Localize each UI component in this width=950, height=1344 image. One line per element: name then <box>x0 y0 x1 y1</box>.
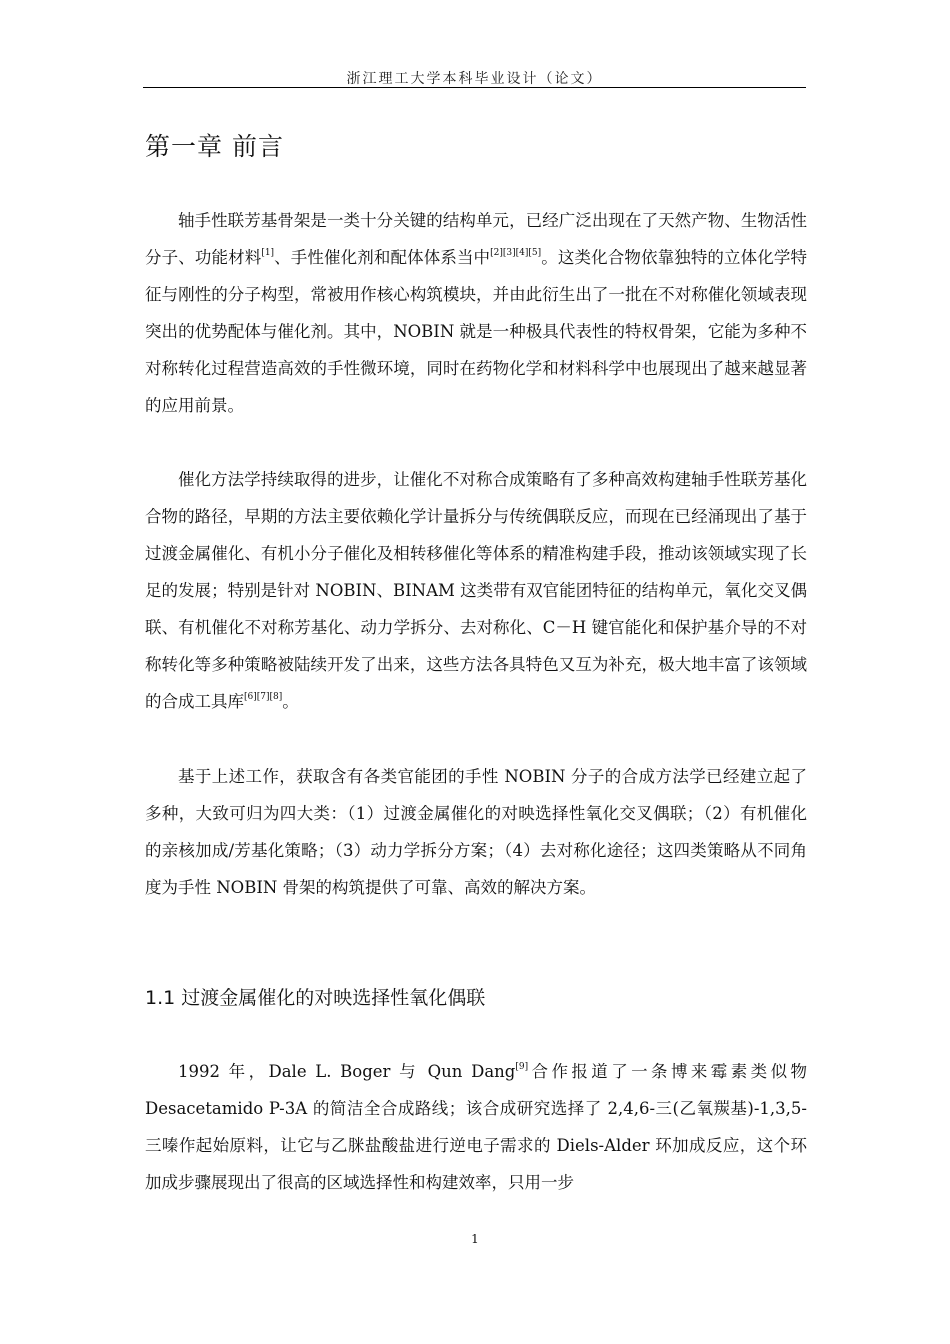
citation-ref[interactable]: [6][7][8] <box>244 692 283 702</box>
citation-ref[interactable]: [1] <box>261 248 275 258</box>
paragraph-text: 基于上述工作，获取含有各类官能团的手性 NOBIN 分子的合成方法学已经建立起了多种，大致可归为四大类：（1）过渡金属催化的对映选择性氧化交叉偶联；（2）有机催化的亲核加成/芳基化策略；（3）动力学拆分方案；（4）去对称化途径；这四类策略从不同角度为手性 NOBIN 骨架的构筑提供了可靠、高效的解决方案。 <box>145 767 807 897</box>
page-number: 1 <box>471 1232 479 1246</box>
paragraph-text: 。 <box>282 692 299 711</box>
running-header: 浙江理工大学本科毕业设计（论文） <box>346 71 603 87</box>
paragraph-text: 、手性催化剂和配体体系当中 <box>274 248 491 267</box>
paragraph-text: 1992 年，Dale L. Boger 与 Qun Dang <box>178 1062 516 1081</box>
paragraph-intro <box>145 202 807 424</box>
section-heading: 1.1 过渡金属催化的对映选择性氧化偶联 <box>145 987 486 1009</box>
paragraph-text: 合作报道了一条博来霉素类似物 Desacetamido P-3A 的简洁全合成路线；该合成研究选择了 2,4,6-三(乙氧羰基)-1,3,5-三嗪作起始原料，让它与乙脒盐酸盐进行逆电子需求的 Diels-Alder 环加成反应，这个环加成步骤展现出了很高的区域选择性和构建效率，只用一步 <box>145 1062 807 1192</box>
citation-ref[interactable]: [9] <box>515 1062 529 1072</box>
paragraph-methods <box>145 461 807 720</box>
paragraph-summary <box>145 758 807 906</box>
paragraph-text: 轴手性联芳基骨架是一类十分关键的结构单元，已经广泛出现在了天然产物、生物活性分子、功能材料 <box>145 211 807 267</box>
paragraph-boger <box>145 1053 807 1201</box>
paragraph-text: 。这类化合物依靠独特的立体化学特征与刚性的分子构型，常被用作核心构筑模块，并由此衍生出了一批在不对称催化领域表现突出的优势配体与催化剂。其中，NOBIN 就是一种极具代表性的特权骨架，它能为多种不对称转化过程营造高效的手性微环境，同时在药物化学和材料科学中也展现出了越来越显著的应用前景。 <box>145 248 808 415</box>
chapter-title: 第一章 前言 <box>145 132 284 161</box>
paragraph-text: 催化方法学持续取得的进步，让催化不对称合成策略有了多种高效构建轴手性联芳基化合物的路径，早期的方法主要依赖化学计量拆分与传统偶联反应，而现在已经涌现出了基于过渡金属催化、有机小分子催化及相转移催化等体系的精准构建手段，推动该领域实现了长足的发展；特别是针对 NOBIN、BINAM 这类带有双官能团特征的结构单元，氧化交叉偶联、有机催化不对称芳基化、动力学拆分、去对称化、C－H 键官能化和保护基介导的不对称转化等多种策略被陆续开发了出来，这些方法各具特色又互为补充，极大地丰富了该领域的合成工具库 <box>145 470 807 711</box>
citation-ref[interactable]: [2][3][4][5] <box>490 248 542 258</box>
header-divider <box>143 87 806 88</box>
